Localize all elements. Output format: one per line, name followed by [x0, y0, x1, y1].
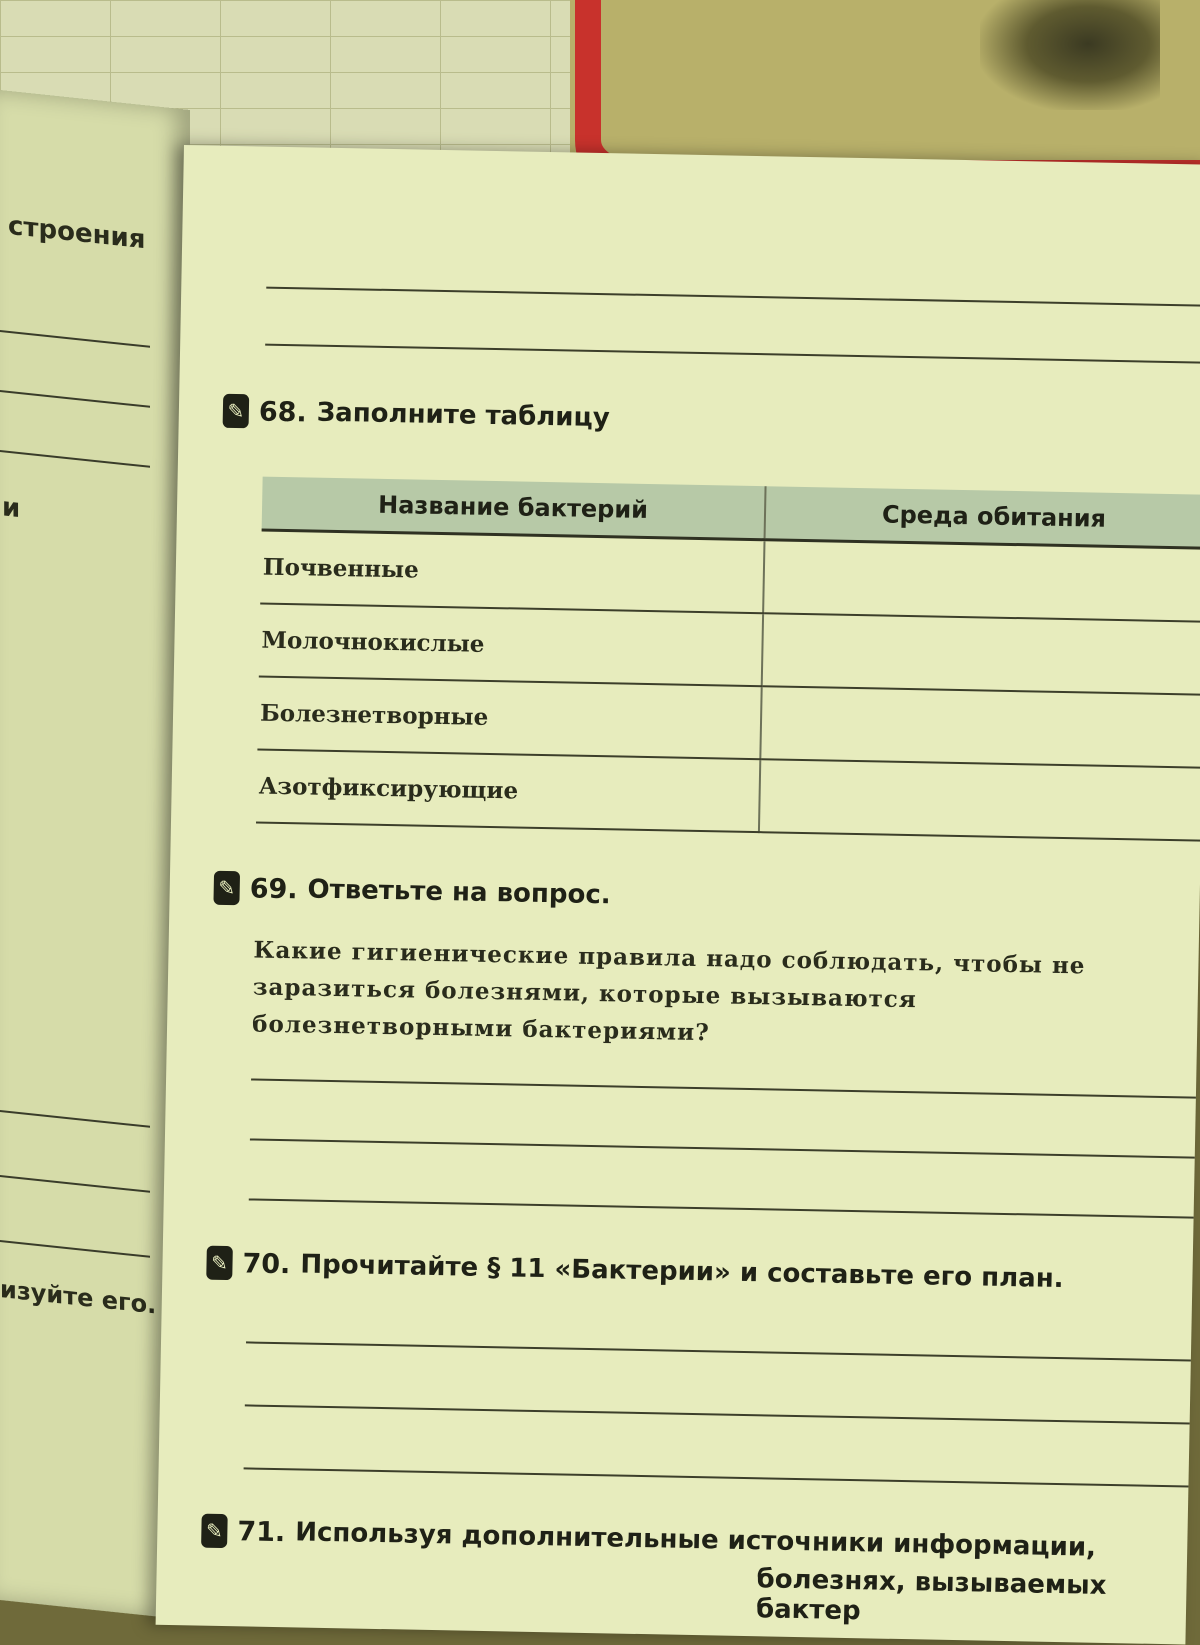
task-instruction-continued: болезнях, вызываемых бактер: [755, 1564, 1107, 1627]
left-snippet-mid: и: [2, 492, 21, 525]
habitat-cell[interactable]: [759, 759, 1200, 841]
answer-line[interactable]: [245, 1404, 1190, 1424]
task-instruction: Заполните таблицу: [316, 397, 611, 434]
task-71-header: [201, 1514, 1096, 1565]
left-rule: [0, 330, 150, 348]
column-header-habitat: Среда обитания: [765, 486, 1200, 548]
habitat-cell[interactable]: [762, 613, 1200, 695]
task-69-header: [213, 871, 611, 913]
task-badge-icon: ✎: [206, 1246, 233, 1280]
task-number: 68.: [258, 395, 308, 428]
bacteria-name-cell: Азотфиксирующие: [256, 750, 760, 833]
bacteria-name-cell: Молочнокислые: [259, 604, 763, 687]
task-badge-icon: ✎: [201, 1514, 228, 1548]
task-number: 69.: [249, 872, 298, 905]
left-rule: [0, 1175, 150, 1193]
task-70-header: [206, 1246, 1064, 1296]
task-badge-icon: ✎: [223, 394, 250, 428]
task-number: 70.: [242, 1247, 291, 1280]
workbook-page: [156, 145, 1200, 1645]
left-rule: [0, 1240, 150, 1258]
left-rule: [0, 390, 150, 408]
task-instruction: Прочитайте § 11 «Бактерии» и составьте его план.: [300, 1249, 1064, 1295]
left-rule: [0, 450, 150, 468]
column-header-name: Название бактерий: [262, 477, 766, 540]
habitat-cell[interactable]: [763, 540, 1200, 622]
answer-line[interactable]: [266, 287, 1200, 307]
answer-line[interactable]: [244, 1467, 1189, 1487]
left-rule: [0, 1110, 150, 1128]
task-instruction: Ответьте на вопрос.: [307, 874, 611, 911]
question-text: Какие гигиенические правила надо соблюдать, чтобы не заразиться болезнями, которые вызываются болезнетворными бактериями?: [251, 936, 1086, 1047]
answer-line[interactable]: [265, 344, 1200, 364]
answer-line[interactable]: [246, 1341, 1191, 1361]
task-badge-icon: ✎: [213, 871, 240, 905]
bacteria-table: [256, 477, 1200, 842]
task-number: 71.: [237, 1515, 286, 1548]
left-snippet-top: строения: [8, 210, 146, 256]
task-instruction: Используя дополнительные источники информации,: [294, 1517, 1097, 1563]
bacteria-name-cell: Почвенные: [260, 530, 764, 613]
bacteria-name-cell: Болезнетворные: [257, 677, 761, 760]
habitat-cell[interactable]: [760, 686, 1200, 768]
answer-line[interactable]: [250, 1138, 1195, 1158]
answer-line[interactable]: [251, 1078, 1196, 1098]
task-68-header: [223, 394, 611, 435]
answer-line[interactable]: [249, 1198, 1194, 1218]
left-snippet-bottom: изуйте его.: [0, 1275, 157, 1320]
